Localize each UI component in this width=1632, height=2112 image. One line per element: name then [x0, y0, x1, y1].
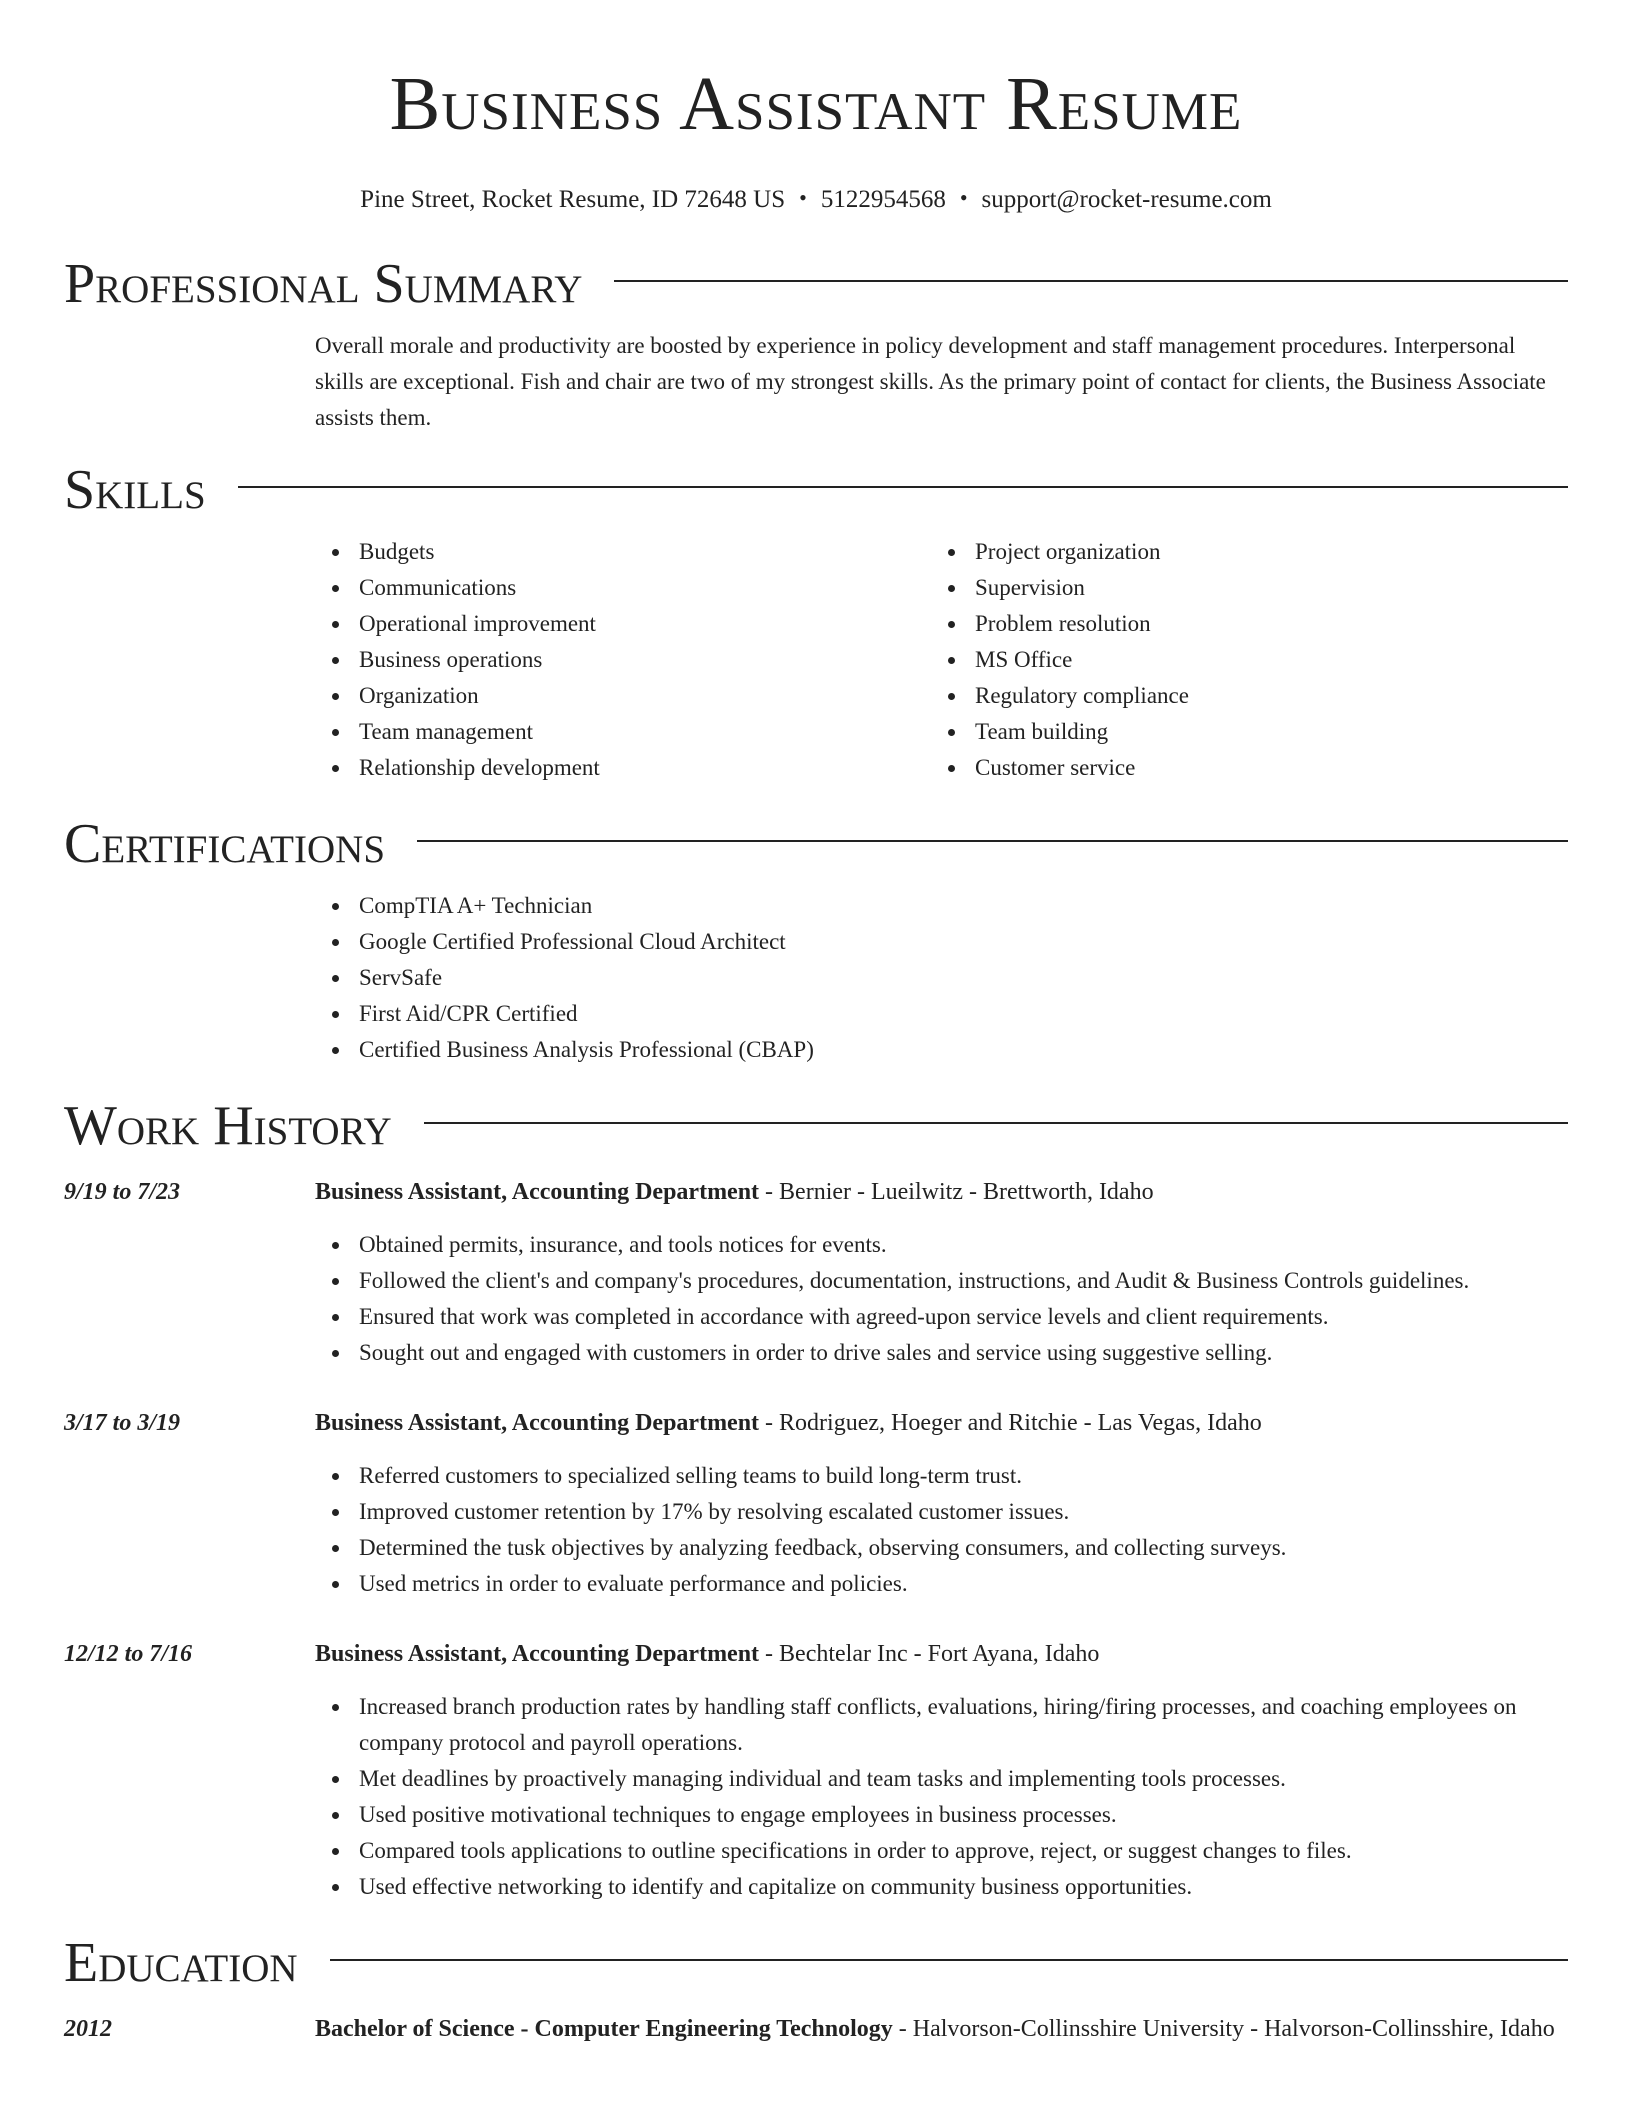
skill-item: Project organization [975, 534, 1547, 570]
education-heading: Education [64, 1932, 298, 1994]
contact-separator: • [959, 185, 968, 210]
job-entry [64, 1174, 1568, 1371]
job-duty: Determined the tusk objectives by analyzing feedback, observing consumers, and collecting surveys. [359, 1530, 1568, 1566]
skill-item: Team management [359, 714, 931, 750]
contact-line [64, 184, 1568, 216]
certification-item: Certified Business Analysis Professional (CBAP) [359, 1032, 1568, 1068]
job-duty: Referred customers to specialized selling teams to build long-term trust. [359, 1458, 1568, 1494]
resume-page [64, 0, 1568, 2047]
job-duties-list [315, 1689, 1568, 1905]
skills-column-left [315, 534, 931, 786]
job-header [64, 1636, 1568, 1672]
job-duty: Compared tools applications to outline specifications in order to approve, reject, or suggest changes to files. [359, 1833, 1568, 1869]
work-heading: Work History [64, 1095, 392, 1157]
skill-item: Operational improvement [359, 606, 931, 642]
job-employer: - Bechtelar Inc - Fort Ayana, Idaho [759, 1641, 1100, 1667]
certifications-list [315, 888, 1568, 1068]
job-duty: Followed the client's and company's procedures, documentation, instructions, and Audit & Business Controls guidelines. [359, 1263, 1568, 1299]
work-section-header [64, 1094, 1568, 1158]
section-divider [614, 280, 1568, 282]
job-dates: 3/17 to 3/19 [64, 1410, 181, 1436]
section-divider [424, 1122, 1568, 1124]
job-header [64, 1405, 1568, 1441]
education-school: - Halvorson-Collinsshire University - Halvorson-Collinsshire, Idaho [892, 2016, 1555, 2042]
job-title-line [315, 1174, 1154, 1210]
education-entry [64, 2011, 1568, 2047]
skill-item: Relationship development [359, 750, 931, 786]
skill-item: Team building [975, 714, 1547, 750]
job-duty: Used positive motivational techniques to engage employees in business processes. [359, 1797, 1568, 1833]
education-section-header [64, 1931, 1568, 1995]
job-header [64, 1174, 1568, 1210]
job-duties [315, 1458, 1568, 1602]
contact-address: Pine Street, Rocket Resume, ID 72648 US [360, 186, 786, 213]
resume-title: Business Assistant Resume [389, 62, 1243, 146]
skill-item: Budgets [359, 534, 931, 570]
certifications-body [315, 888, 1568, 1068]
job-employer: - Bernier - Lueilwitz - Brettworth, Idaho [759, 1179, 1154, 1205]
job-dates: 12/12 to 7/16 [64, 1641, 193, 1667]
job-entry [64, 1405, 1568, 1602]
skills-list-left [315, 534, 931, 786]
contact-phone: 5122954568 [820, 186, 946, 213]
skill-item: Supervision [975, 570, 1547, 606]
education-line [315, 2011, 1555, 2047]
summary-body [315, 328, 1568, 436]
skill-item: Organization [359, 678, 931, 714]
skills-column-right [931, 534, 1547, 786]
job-title: Business Assistant, Accounting Department [315, 1641, 760, 1667]
certification-item: ServSafe [359, 960, 1568, 996]
skills-list-right [931, 534, 1547, 786]
education-degree: Bachelor of Science - Computer Engineering Technology [315, 2016, 893, 2042]
job-duty: Ensured that work was completed in accordance with agreed-upon service levels and client requirements. [359, 1299, 1568, 1335]
certifications-section-header [64, 812, 1568, 876]
skills-grid [315, 534, 1568, 786]
certification-item: First Aid/CPR Certified [359, 996, 1568, 1032]
section-divider [238, 486, 1568, 488]
education-year: 2012 [64, 2016, 112, 2042]
skill-item: Regulatory compliance [975, 678, 1547, 714]
job-duties [315, 1227, 1568, 1371]
skill-item: Customer service [975, 750, 1547, 786]
contact-separator: • [799, 185, 807, 210]
job-title: Business Assistant, Accounting Department [315, 1410, 760, 1436]
skills-section-header [64, 458, 1568, 522]
job-title-line [315, 1405, 1262, 1441]
section-divider [330, 1959, 1568, 1961]
job-duty: Improved customer retention by 17% by resolving escalated customer issues. [359, 1494, 1568, 1530]
skill-item: MS Office [975, 642, 1547, 678]
section-divider [417, 840, 1568, 842]
job-title-line [315, 1636, 1099, 1672]
summary-heading: Professional Summary [64, 253, 583, 315]
certification-item: Google Certified Professional Cloud Architect [359, 924, 1568, 960]
job-entry [64, 1636, 1568, 1905]
job-duty: Met deadlines by proactively managing individual and team tasks and implementing tools processes. [359, 1761, 1568, 1797]
job-employer: - Rodriguez, Hoeger and Ritchie - Las Vegas, Idaho [759, 1410, 1262, 1436]
skill-item: Business operations [359, 642, 931, 678]
job-duty: Increased branch production rates by handling staff conflicts, evaluations, hiring/firing processes, and coaching employees on company protocol and payroll operations. [359, 1689, 1568, 1761]
job-duties [315, 1689, 1568, 1905]
contact-email: support@rocket-resume.com [981, 186, 1272, 213]
certification-item: CompTIA A+ Technician [359, 888, 1568, 924]
summary-text: Overall morale and productivity are boosted by experience in policy development and staff management procedures. Interpersonal skills are exceptional. Fish and chair are two of my strongest skills. As the primary point of contact for clients, the Business Associate assists them. [315, 333, 1546, 430]
job-duty: Sought out and engaged with customers in order to drive sales and service using suggestive selling. [359, 1335, 1568, 1371]
job-dates: 9/19 to 7/23 [64, 1179, 181, 1205]
job-duty: Obtained permits, insurance, and tools notices for events. [359, 1227, 1568, 1263]
skills-heading: Skills [64, 459, 206, 521]
skill-item: Communications [359, 570, 931, 606]
job-duties-list [315, 1458, 1568, 1602]
summary-section-header [64, 252, 1568, 316]
skill-item: Problem resolution [975, 606, 1547, 642]
certifications-heading: Certifications [64, 813, 386, 875]
job-duty: Used effective networking to identify and capitalize on community business opportunities. [359, 1869, 1568, 1905]
job-duty: Used metrics in order to evaluate performance and policies. [359, 1566, 1568, 1602]
job-title: Business Assistant, Accounting Department [315, 1179, 760, 1205]
education-header [64, 2011, 1568, 2047]
job-duties-list [315, 1227, 1568, 1371]
